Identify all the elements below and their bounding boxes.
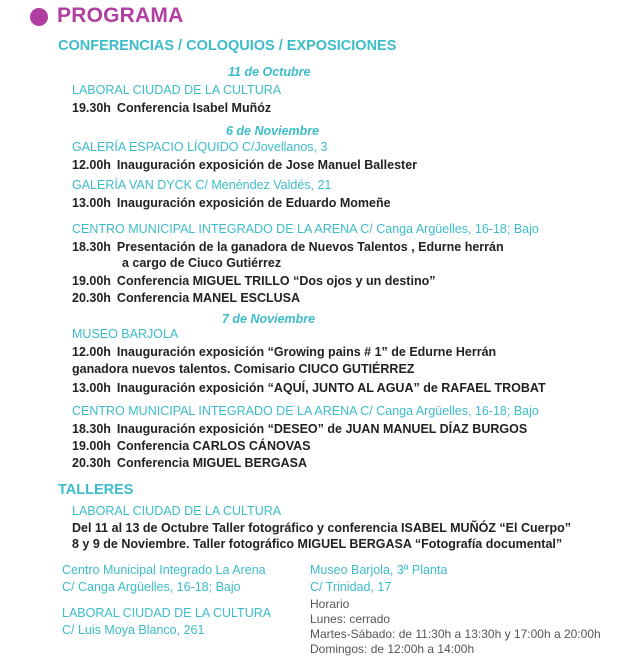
schedule-item — [72, 422, 527, 436]
hours-label: Horario — [310, 597, 350, 611]
venue-galeria-van-dyck: GALERÍA VAN DYCK C/ Menéndez Valdés, 21 — [72, 178, 332, 192]
item-text: Inauguración exposición “AQUÍ, JUNTO AL AGUA” de RAFAEL TROBAT — [116, 381, 546, 395]
schedule-item — [72, 345, 496, 359]
schedule-item — [72, 158, 417, 172]
taller-item: Del 11 al 13 de Octubre Taller fotográfico y conferencia ISABEL MUÑÓZ “El Cuerpo” — [72, 521, 571, 535]
item-time: 19.30h — [72, 101, 111, 115]
taller-item: 8 y 9 de Noviembre. Taller fotográfico MIGUEL BERGASA “Fotografía documental” — [72, 537, 563, 551]
hours-line: Martes-Sábado: de 11:30h a 13:30h y 17:00h a 20:00h — [310, 627, 601, 641]
item-text: Inauguración exposición de Eduardo Momeñe — [116, 196, 391, 210]
item-time: 13.00h — [72, 196, 111, 210]
schedule-item — [72, 240, 504, 254]
item-text: Conferencia MANEL ESCLUSA — [116, 291, 301, 305]
schedule-item — [72, 291, 300, 305]
page-title: PROGRAMA — [57, 4, 184, 27]
section-talleres-heading: TALLERES — [58, 482, 134, 498]
schedule-item — [72, 439, 310, 453]
item-text: Inauguración exposición “DESEO” de JUAN MANUEL DÍAZ BURGOS — [116, 422, 528, 436]
item-text: Presentación de la ganadora de Nuevos Talentos , Edurne herrán — [116, 240, 504, 254]
hours-line: Lunes: cerrado — [310, 612, 391, 626]
venue-centro-la-arena: CENTRO MUNICIPAL INTEGRADO DE LA ARENA C/ Canga Argüelles, 16-18; Bajo — [72, 222, 539, 236]
venue-galeria-espacio-liquido: GALERÍA ESPACIO LÍQUIDO C/Jovellanos, 3 — [72, 140, 328, 154]
schedule-item — [72, 456, 307, 470]
schedule-item — [72, 196, 391, 210]
item-time: 13.00h — [72, 381, 111, 395]
contact-museo-barjola-name: Museo Barjola, 3ª Planta — [310, 563, 448, 577]
item-text: Conferencia MIGUEL BERGASA — [116, 456, 307, 470]
item-text: Conferencia CARLOS CÁNOVAS — [116, 439, 311, 453]
schedule-item — [72, 101, 271, 115]
title-bullet-icon — [30, 8, 48, 26]
item-text: Inauguración exposición de Jose Manuel Ballester — [116, 158, 418, 172]
item-time: 19.00h — [72, 439, 111, 453]
venue-museo-barjola: MUSEO BARJOLA — [72, 327, 179, 341]
schedule-item — [72, 381, 546, 395]
contact-laboral-address: C/ Luis Moya Blanco, 261 — [62, 623, 205, 637]
section-conferencias-heading: CONFERENCIAS / COLOQUIOS / EXPOSICIONES — [58, 38, 397, 54]
venue-centro-la-arena: CENTRO MUNICIPAL INTEGRADO DE LA ARENA C/ Canga Argüelles, 16-18; Bajo — [72, 404, 539, 418]
schedule-item — [72, 274, 435, 288]
contact-museo-barjola-address: C/ Trinidad, 17 — [310, 580, 392, 594]
item-time: 20.30h — [72, 291, 111, 305]
item-time: 12.00h — [72, 345, 111, 359]
item-time: 18.30h — [72, 240, 111, 254]
item-time: 18.30h — [72, 422, 111, 436]
item-text: Conferencia Isabel Muñóz — [116, 101, 272, 115]
schedule-item-continuation: a cargo de Ciuco Gutiérrez — [122, 256, 282, 270]
hours-line: Domingos: de 12:00h a 14:00h — [310, 642, 475, 656]
item-text: Conferencia MIGUEL TRILLO “Dos ojos y un destino” — [116, 274, 436, 288]
contact-centro-la-arena-address: C/ Canga Argüelles, 16-18; Bajo — [62, 580, 241, 594]
date-heading-nov6: 6 de Noviembre — [226, 124, 320, 138]
venue-laboral: LABORAL CIUDAD DE LA CULTURA — [72, 504, 282, 518]
item-time: 20.30h — [72, 456, 111, 470]
date-heading-nov7: 7 de Noviembre — [222, 312, 316, 326]
contact-laboral-name: LABORAL CIUDAD DE LA CULTURA — [62, 606, 272, 620]
item-time: 12.00h — [72, 158, 111, 172]
item-text: Inauguración exposición “Growing pains # 1” de Edurne Herrán — [116, 345, 497, 359]
item-time: 19.00h — [72, 274, 111, 288]
schedule-item-continuation: ganadora nuevos talentos. Comisario CIUCO GUTIÉRREZ — [72, 362, 415, 376]
venue-laboral: LABORAL CIUDAD DE LA CULTURA — [72, 83, 282, 97]
contact-centro-la-arena-name: Centro Municipal Integrado La Arena — [62, 563, 266, 577]
date-heading-oct11: 11 de Octubre — [228, 65, 311, 79]
